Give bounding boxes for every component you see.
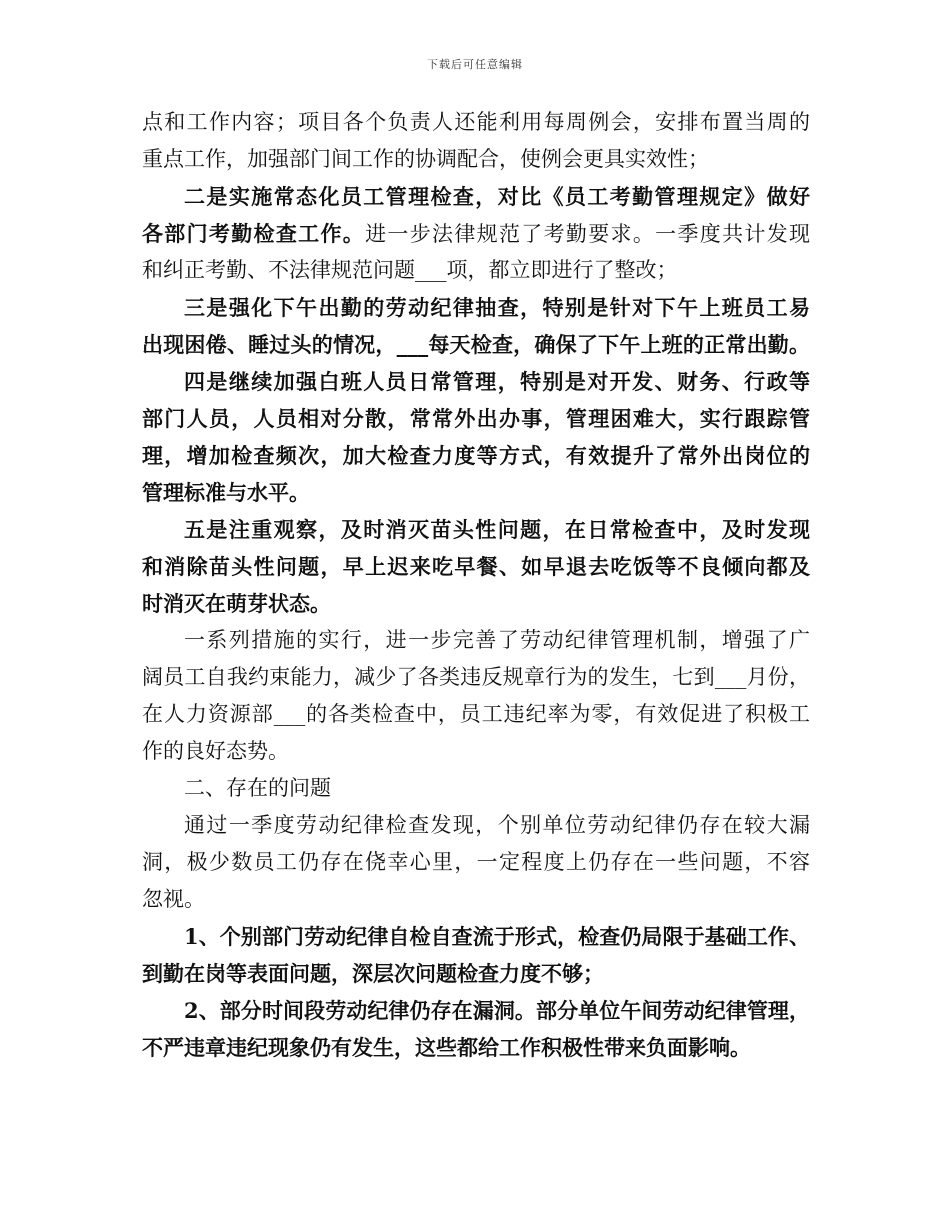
text-line: 部门人员，人员相对分散，常常外出办事，管理困难大，实行跟踪管 [142,406,810,431]
text-line: 1、个别部门劳动纪律自检自查流于形式，检查仍局限于基础工作、 [184,924,810,949]
text-line: 出现困倦、睡过头的情况，___每天检查，确保了下午上班的正常出勤。 [142,332,810,357]
text-line: 通过一季度劳动纪律检查发现，个别单位劳动纪律仍存在较大漏 [184,813,810,837]
text-line: 一系列措施的实行，进一步完善了劳动纪律管理机制，增强了广 [184,628,810,652]
text-line: 洞，极少数员工仍存在侥幸心里，一定程度上仍存在一些问题，不容 [142,850,810,874]
text-line: 到勤在岗等表面问题，深层次问题检查力度不够； [142,961,604,986]
text-line: 作的良好态势。 [142,739,289,763]
bold-run: 各部门考勤检查工作。 [142,221,366,246]
section-heading: 二、存在的问题 [184,776,331,800]
text-line: 三是强化下午出勤的劳动纪律抽查，特别是针对下午上班员工易 [184,295,810,320]
text-line: 重点工作，加强部门间工作的协调配合，使例会更具实效性； [142,147,709,171]
text-line: 在人力资源部___的各类检查中，员工违纪率为零，有效促进了积极工 [142,702,810,726]
text-line: 时消灭在萌芽状态。 [142,591,331,616]
text-line: 和纠正考勤、不法律规范问题___项，都立即进行了整改； [142,258,678,282]
text-line: 五是注重观察，及时消灭苗头性问题，在日常检查中，及时发现 [184,517,810,542]
text-line: 和消除苗头性问题，早上迟来吃早餐、如早退去吃饭等不良倾向都及 [142,554,810,579]
text-line: 理，增加检查频次，加大检查力度等方式，有效提升了常外出岗位的 [142,443,810,468]
text-line: 管理标准与水平。 [142,480,310,505]
page-header: 下载后可任意编辑 [427,58,523,71]
text-line: 四是继续加强白班人员日常管理，特别是对开发、财务、行政等 [184,369,810,394]
text-line: 不严违章违纪现象仍有发生，这些都给工作积极性带来负面影响。 [142,1035,751,1060]
text-line: 二是实施常态化员工管理检查，对比《员工考勤管理规定》做好 [184,184,810,209]
text-line [142,215,810,252]
normal-run: 进一步法律规范了考勤要求。一季度共计发现 [365,222,811,246]
document-body [142,104,810,1066]
text-line: 阔员工自我约束能力，减少了各类违反规章行为的发生，七到___月份， [142,665,810,689]
text-line: 忽视。 [142,887,205,911]
text-line: 2、部分时间段劳动纪律仍存在漏洞。部分单位午间劳动纪律管理， [184,998,810,1023]
text-line: 点和工作内容；项目各个负责人还能利用每周例会，安排布置当周的 [142,110,810,134]
